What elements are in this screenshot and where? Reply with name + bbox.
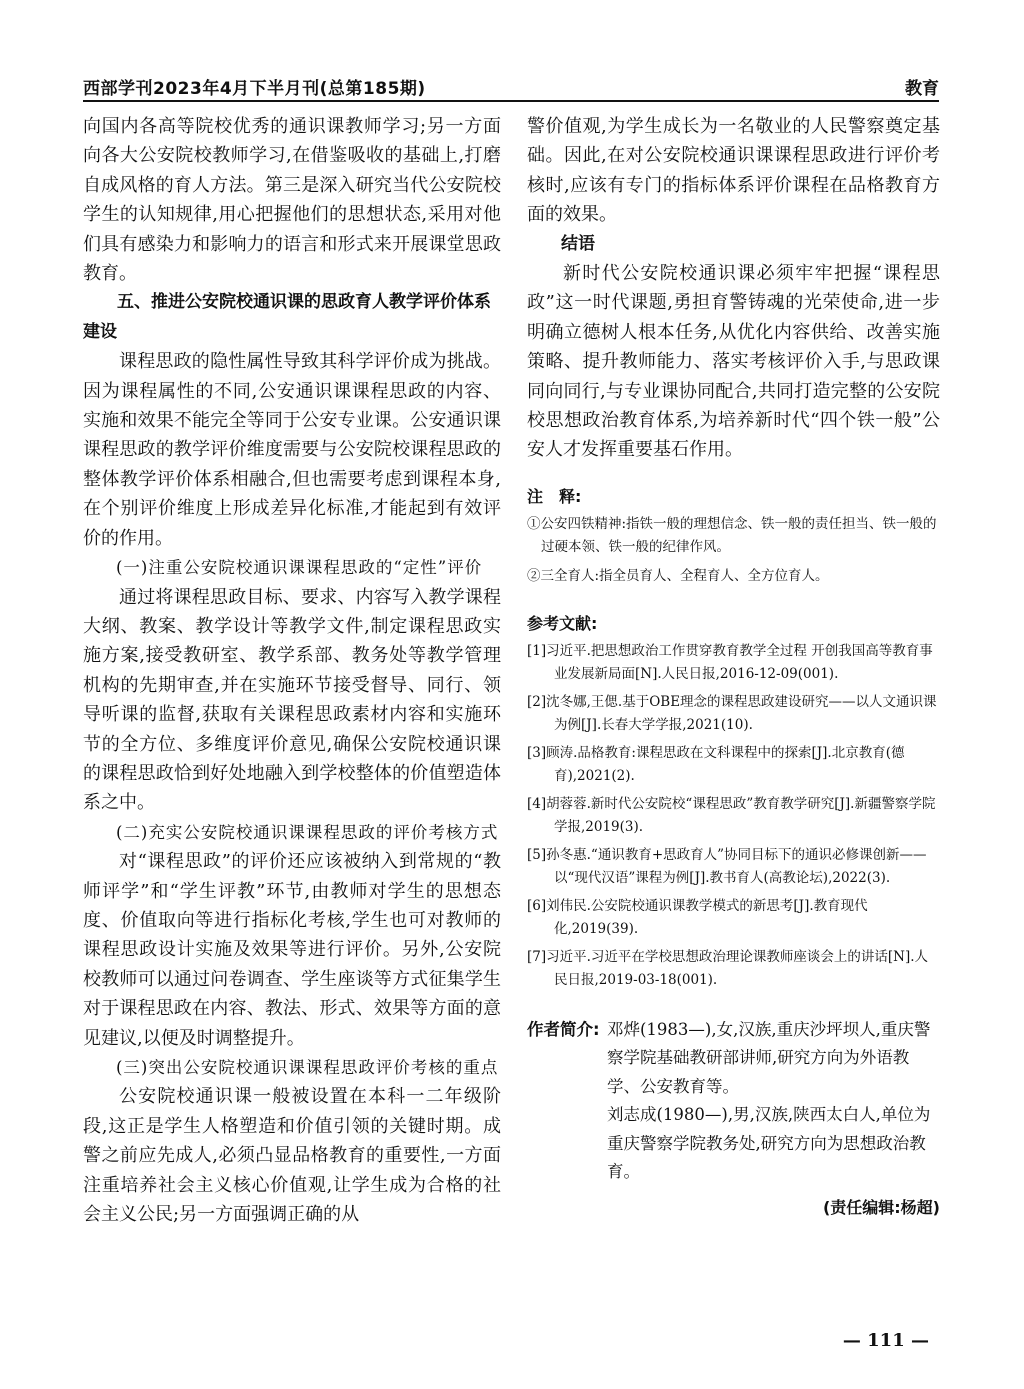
right-column xyxy=(527,112,940,1218)
responsible-editor: (责任编辑:杨超) xyxy=(822,1197,940,1217)
subsection-heading: (一)注重公安院校通识课课程思政的“定性”评价 xyxy=(116,558,483,578)
note-item: ①公安四铁精神:指铁一般的理想信念、铁一般的责任担当、铁一般的过硬本领、铁一般的纪律作风。 xyxy=(527,515,937,555)
journal-title: 西部学刊2023年4月下半月刊(总第185期) xyxy=(83,79,426,99)
references-heading: 参考文献: xyxy=(527,613,598,633)
page-number: — 111 — xyxy=(842,1330,929,1351)
note-item: ②三全育人:指全员育人、全程育人、全方位育人。 xyxy=(527,567,829,584)
paragraph: 通过将课程思政目标、要求、内容写入教学课程大纲、教案、教学设计等教学文件,制定课程思政实施方案,接受教研室、教学系部、教务处等教学管理机构的先期审查,并在实施环节接受督导、同行、领导听课的监督,获取有关课程思政素材内容和实施环节的全方位、多维度评价意见,确保公安院校通识课的课程思政恰到好处地融入到学校整体的价值塑造体系之中。 xyxy=(83,586,501,814)
notes-heading: 注 释: xyxy=(527,486,582,506)
reference-item: [7]习近平.习近平在学校思想政治理论课教师座谈会上的讲话[N].人民日报,2019-03-18(001). xyxy=(527,948,929,988)
subsection-heading: (二)充实公安院校通识课课程思政的评价考核方式 xyxy=(116,822,499,842)
author-bio-label: 作者简介: xyxy=(527,1019,600,1039)
left-column xyxy=(83,112,501,1229)
author-bio xyxy=(527,1016,940,1187)
reference-item: [5]孙冬惠.“通识教育+思政育人”协同目标下的通识必修课创新——以“现代汉语”课程为例[J].教书育人(高教论坛),2022(3). xyxy=(527,846,927,886)
paragraph: 公安院校通识课一般被设置在本科一二年级阶段,这正是学生人格塑造和价值引领的关键时期。成警之前应先成人,必须凸显品格教育的重要性,一方面注重培养社会主义核心价值观,让学生成为合格的社会主义公民;另一方面强调正确的从 xyxy=(83,1086,501,1226)
paragraph: 课程思政的隐性属性导致其科学评价成为挑战。因为课程属性的不同,公安通识课课程思政的内容、实施和效果不能完全等同于公安专业课。公安通识课课程思政的教学评价维度需要与公安院校课程思政的整体教学评价体系相融合,但也需要考虑到课程本身,在个别评价维度上形成差异化标准,才能起到有效评价的作用。 xyxy=(83,351,501,549)
conclusion-heading: 结语 xyxy=(561,233,595,254)
reference-item: [2]沈冬娜,王偲.基于OBE理念的课程思政建设研究——以人文通识课为例[J].长春大学学报,2021(10). xyxy=(527,693,937,733)
paragraph: 新时代公安院校通识课必须牢牢把握“课程思政”这一时代课题,勇担育警铸魂的光荣使命,进一步明确立德树人根本任务,从优化内容供给、改善实施策略、提升教师能力、落实考核评价入手,与思政课同向同行,与专业课协同配合,共同打造完整的公安院校思想政治教育体系,为培养新时代“四个铁一般”公安人才发挥重要基石作用。 xyxy=(527,263,940,461)
reference-item: [4]胡蓉蓉.新时代公安院校“课程思政”教育教学研究[J].新疆警察学院学报,2019(3). xyxy=(527,795,936,835)
paragraph: 对“课程思政”的评价还应该被纳入到常规的“教师评学”和“学生评教”环节,由教师对学生的思想态度、价值取向等进行指标化考核,学生也可对教师的课程思政设计实施及效果等进行评价。另外,公安院校教师可以通过问卷调查、学生座谈等方式征集学生对于课程思政在内容、教法、形式、效果等方面的意见建议,以便及时调整提升。 xyxy=(83,851,501,1049)
section-heading: 五、推进公安院校通识课的思政育人教学评价体系建设 xyxy=(83,292,491,342)
section-name: 教育 xyxy=(905,79,939,99)
running-header xyxy=(83,72,939,102)
subsection-heading: (三)突出公安院校通识课课程思政评价考核的重点 xyxy=(116,1058,499,1077)
reference-item: [1]习近平.把思想政治工作贯穿教育教学全过程 开创我国高等教育事业发展新局面[N].人民日报,2016-12-09(001). xyxy=(527,642,933,682)
author-bio-entry: 邓烨(1983—),女,汉族,重庆沙坪坝人,重庆警察学院基础教研部讲师,研究方向为外语教学、公安教育等。 xyxy=(607,1019,931,1096)
author-bio-entry: 刘志成(1980—),男,汉族,陕西太白人,单位为重庆警察学院教务处,研究方向为思想政治教育。 xyxy=(607,1105,931,1182)
paragraph: 向国内各高等院校优秀的通识课教师学习;另一方面向各大公安院校教师学习,在借鉴吸收的基础上,打磨自成风格的育人方法。第三是深入研究当代公安院校学生的认知规律,用心把握他们的思想状态,采用对他们具有感染力和影响力的语言和形式来开展课堂思政教育。 xyxy=(83,116,501,285)
reference-item: [3]顾涛.品格教育:课程思政在文科课程中的探索[J].北京教育(德育),2021(2). xyxy=(527,744,905,784)
paragraph: 警价值观,为学生成长为一名敬业的人民警察奠定基础。因此,在对公安院校通识课课程思政进行评价考核时,应该有专门的指标体系评价课程在品格教育方面的效果。 xyxy=(527,116,940,226)
reference-item: [6]刘伟民.公安院校通识课教学模式的新思考[J].教育现代化,2019(39). xyxy=(527,897,868,937)
